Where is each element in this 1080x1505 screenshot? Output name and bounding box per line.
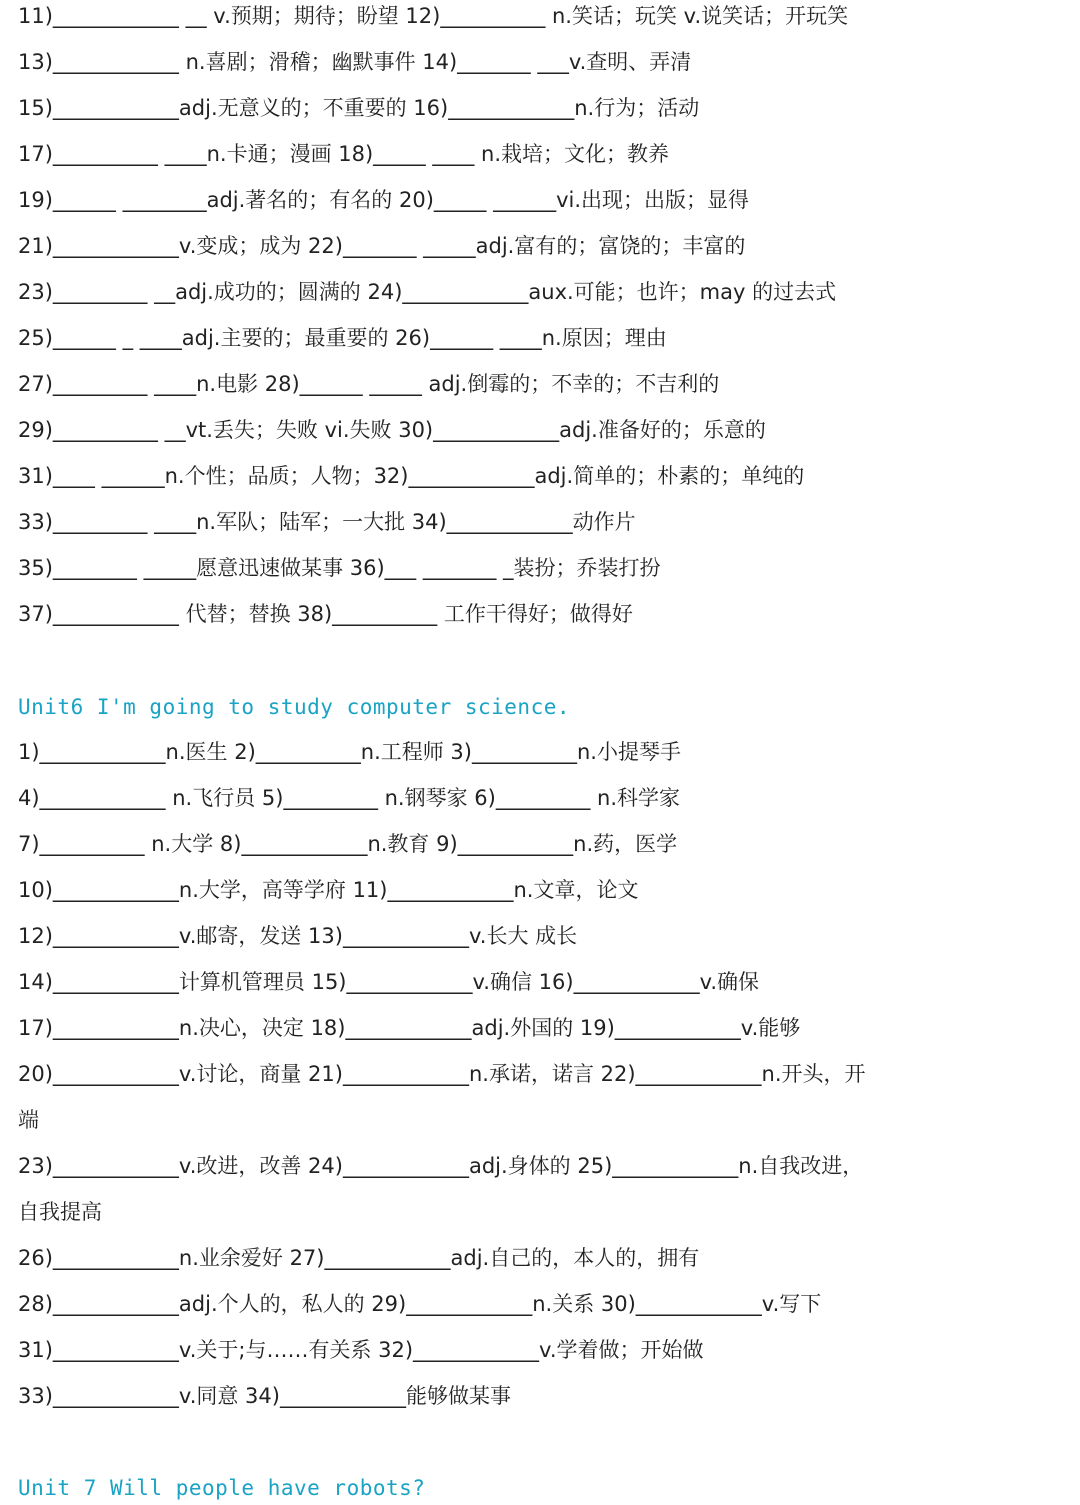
vocab-line: 1)____________n.医生 2)__________n.工程师 3)__________n.小提琴手 [18, 740, 681, 764]
vocab-line-continued: 自我提高 [18, 1200, 102, 1224]
vocab-line: 15)____________adj.无意义的；不重要的 16)____________n.行为；活动 [18, 96, 700, 120]
vocab-line: 23)____________v.改进，改善 24)____________adj.身体的 25)____________n.自我改进， [18, 1154, 864, 1178]
vocab-line: 37)____________ 代替；替换 38)__________ 工作干得好；做得好 [18, 602, 633, 626]
vocab-line: 13)____________ n.喜剧；滑稽；幽默事件 14)_______ ___v.查明、弄清 [18, 50, 692, 74]
vocab-line-continued: 端 [18, 1108, 39, 1132]
vocab-line: 29)__________ __vt.丢失；失败 vi.失败 30)____________adj.准备好的；乐意的 [18, 418, 766, 442]
vocab-line: 31)____ ______n.个性；品质；人物；32)____________adj.简单的；朴素的；单纯的 [18, 464, 805, 488]
vocab-line: 10)____________n.大学，高等学府 11)____________n.文章，论文 [18, 878, 639, 902]
unit7-heading: Unit 7 Will people have robots? [18, 1476, 426, 1500]
vocab-line: 19)______ ________adj.著名的；有名的 20)_____ ______vi.出现；出版；显得 [18, 188, 749, 212]
vocab-line: 20)____________v.讨论，商量 21)____________n.承诺，诺言 22)____________n.开头，开 [18, 1062, 866, 1086]
vocab-line: 23)_________ __adj.成功的；圆满的 24)____________aux.可能；也许；may 的过去式 [18, 280, 837, 304]
vocab-line: 33)_________ ____n.军队；陆军；一大批 34)____________动作片 [18, 510, 636, 534]
vocab-line: 4)____________ n.飞行员 5)_________ n.钢琴家 6)_________ n.科学家 [18, 786, 680, 810]
vocab-line: 14)____________计算机管理员 15)____________v.确信 16)____________v.确保 [18, 970, 760, 994]
vocab-line: 17)__________ ____n.卡通；漫画 18)_____ ____ n.栽培；文化；教养 [18, 142, 669, 166]
vocab-line: 17)____________n.决心，决定 18)____________adj.外国的 19)____________v.能够 [18, 1016, 801, 1040]
vocab-line: 7)__________ n.大学 8)____________n.教育 9)___________n.药，医学 [18, 832, 678, 856]
vocab-line: 12)____________v.邮寄，发送 13)____________v.长大 成长 [18, 924, 578, 948]
vocab-line: 31)____________v.关于;与……有关系 32)____________v.学着做；开始做 [18, 1338, 704, 1362]
unit6-heading: Unit6 I'm going to study computer science. [18, 695, 571, 719]
vocab-line: 33)____________v.同意 34)____________能够做某事 [18, 1384, 511, 1408]
vocab-line: 21)____________v.变成；成为 22)_______ _____adj.富有的；富饶的；丰富的 [18, 234, 746, 258]
vocab-line: 27)_________ ____n.电影 28)______ _____ adj.倒霉的；不幸的；不吉利的 [18, 372, 720, 396]
vocab-line: 26)____________n.业余爱好 27)____________adj.自己的，本人的，拥有 [18, 1246, 700, 1270]
vocab-line: 35)________ _____愿意迅速做某事 36)___ _______ _装扮；乔装打扮 [18, 556, 661, 580]
vocab-line: 11)____________ __ v.预期；期待；盼望 12)__________ n.笑话；玩笑 v.说笑话；开玩笑 [18, 4, 849, 28]
vocab-line: 25)______ _ ____adj.主要的；最重要的 26)______ ____n.原因；理由 [18, 326, 667, 350]
vocab-line: 28)____________adj.个人的，私人的 29)____________n.关系 30)____________v.写下 [18, 1292, 822, 1316]
